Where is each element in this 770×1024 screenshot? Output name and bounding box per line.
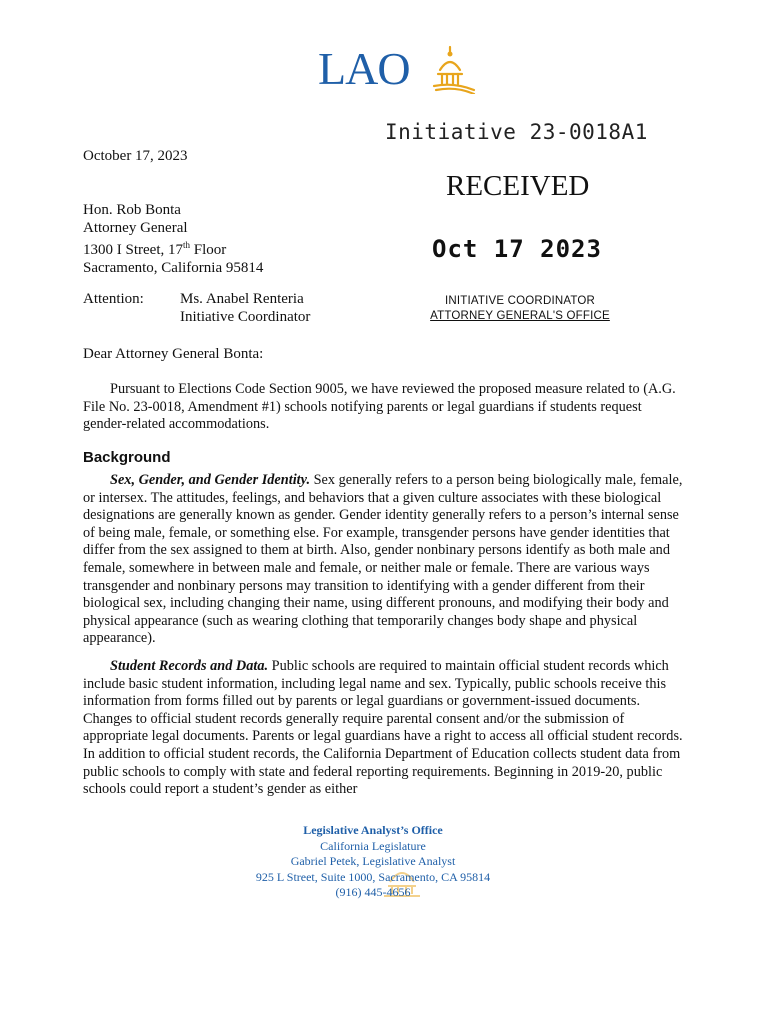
footer-address: 925 L Street, Suite 1000, Sacramento, CA 95814	[255, 869, 491, 884]
street-text: 1300 I Street, 17	[83, 242, 183, 258]
gender-paragraph	[83, 472, 685, 648]
received-stamp: RECEIVED	[446, 170, 590, 202]
coordinator-stamp	[420, 294, 620, 324]
attention-value	[180, 291, 310, 326]
attention-label: Attention:	[83, 291, 144, 307]
footer-office: Legislative Analyst’s Office	[303, 823, 443, 837]
section-heading: Background	[83, 449, 171, 466]
street-sup: th	[182, 240, 190, 250]
office-line: ATTORNEY GENERAL'S OFFICE	[430, 310, 610, 322]
capitol-dome-icon	[430, 44, 476, 94]
footer	[185, 823, 561, 901]
received-date: Oct 17 2023	[432, 235, 602, 263]
footer-legislature: California Legislature	[320, 838, 426, 853]
gender-lead: Sex, Gender, and Gender Identity.	[110, 472, 311, 488]
records-body: Public schools are required to maintain official student records which include basic student information, including legal name and sex. Typically, public schools receive this information from forms filled out by parents or legal guardians or government-issued documents. Changes to official student records generally require parental consent and/or the submission of appropriate legal documents. Parents or legal guardians have a right to access all official student records. In addition to official student records, the California Department of Education collects student data from public schools to comply with state and federal reporting requirements. Beginning in 2019-20, public schools could report a student’s gender as either	[83, 658, 683, 798]
logo-text: LAO	[318, 43, 410, 94]
recipient-name: Hon. Rob Bonta	[83, 202, 181, 218]
coordinator-line: INITIATIVE COORDINATOR	[444, 295, 596, 307]
recipient-street	[83, 237, 263, 260]
footer-phone: (916) 445-4656	[335, 885, 411, 900]
salutation: Dear Attorney General Bonta:	[83, 346, 264, 362]
letter-date: October 17, 2023	[83, 148, 188, 164]
footer-analyst: Gabriel Petek, Legislative Analyst	[290, 854, 456, 869]
recipient-city: Sacramento, California 95814	[83, 259, 264, 276]
lao-logo	[318, 44, 410, 94]
recipient-address	[83, 202, 263, 277]
intro-paragraph: Pursuant to Elections Code Section 9005, we have reviewed the proposed measure related to (A.G. File No. 23-0018, Amendment #1) schools notifying parents or legal guardians if students request gender-related accommodations.	[83, 381, 676, 433]
records-paragraph	[83, 658, 685, 799]
initiative-number: Initiative 23-0018A1	[385, 120, 648, 144]
street-floor: Floor	[190, 242, 227, 258]
records-lead: Student Records and Data.	[110, 658, 269, 674]
recipient-title: Attorney General	[83, 219, 188, 236]
attention-name: Ms. Anabel Renteria	[180, 291, 304, 307]
attention-title: Initiative Coordinator	[180, 308, 311, 325]
gender-body: Sex generally refers to a person being biologically male, female, or intersex. The attitudes, feelings, and behaviors that a given culture associates with these biological designations are generally known as gender. Gender identity generally refers to a person’s internal sense of being male, female, or something else. For example, transgender persons have gender identities that differ from the sex assigned to them at birth. Also, gender nonbinary persons identify as both male and female, somewhere in between male and female, or neither male or female. There are various ways transgender and nonbinary persons may transition to identifying with a gender different from their biological sex, including changing their name, using different pronouns, and modifying their body and physical appearance (such as wearing clothing that temporarily changes body shape and physical appearance).	[83, 472, 683, 647]
